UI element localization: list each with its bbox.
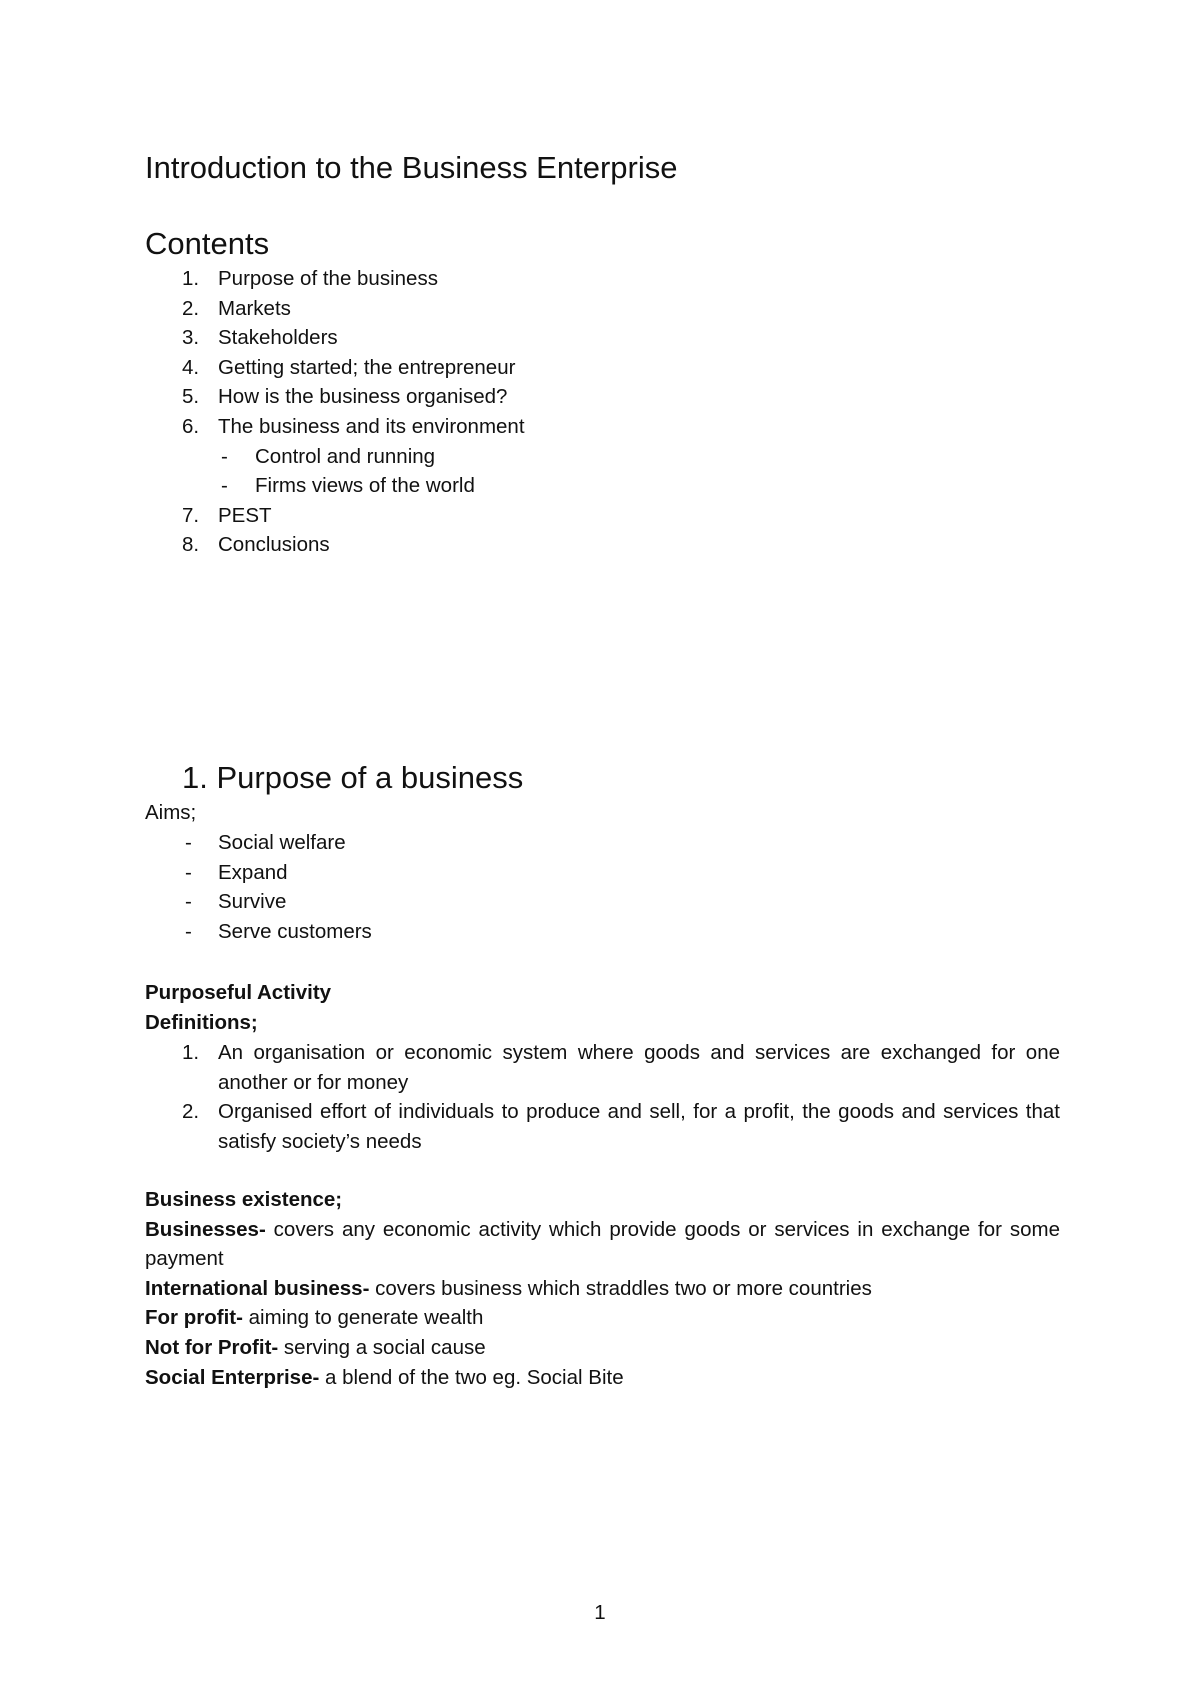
term-name: For profit- <box>145 1306 243 1330</box>
toc-text: Stakeholders <box>218 326 338 350</box>
toc-item <box>145 501 1065 531</box>
toc-text: Purpose of the business <box>218 267 438 290</box>
list-dash: - <box>185 890 192 914</box>
contents-heading: Contents <box>145 226 270 261</box>
toc-text: Control and running <box>255 444 436 468</box>
toc-text: The business and its environment <box>218 414 525 438</box>
toc-number: 4. <box>182 355 200 379</box>
toc-number: 8. <box>182 533 200 557</box>
toc-number: 6. <box>182 414 200 438</box>
definition-number: 2. <box>182 1100 200 1124</box>
toc-item <box>145 530 1065 560</box>
toc-dash: - <box>221 444 228 468</box>
definition-item <box>145 1038 1060 1097</box>
list-dash: - <box>185 919 192 943</box>
definition-number: 1. <box>182 1041 200 1064</box>
term-name: Social Enterprise- <box>145 1365 320 1389</box>
toc-number: 2. <box>182 296 200 320</box>
list-text: Social welfare <box>218 831 346 854</box>
term-name: Not for Profit- <box>145 1335 279 1359</box>
term-paragraph <box>145 1274 1060 1304</box>
toc-number: 3. <box>182 326 200 350</box>
toc-item <box>145 323 1065 353</box>
toc-text: Getting started; the entrepreneur <box>218 355 516 379</box>
term-paragraph <box>145 1333 1060 1363</box>
term-description: covers any economic activity which provide goods or services in exchange for some payment <box>145 1217 1060 1271</box>
definition-text: An organisation or economic system where goods and services are exchanged for one another or for money <box>218 1041 1060 1094</box>
term-name: Businesses- <box>145 1217 266 1241</box>
toc-text: Firms views of the world <box>255 474 475 498</box>
list-item <box>145 917 1045 947</box>
list-text: Serve customers <box>218 919 372 943</box>
table-of-contents <box>145 264 1065 560</box>
term-description: serving a social cause <box>278 1335 486 1359</box>
toc-text: Markets <box>218 296 291 320</box>
toc-number: 5. <box>182 385 200 409</box>
list-item <box>145 887 1045 917</box>
aims-list <box>145 828 1045 946</box>
toc-dash: - <box>221 474 228 498</box>
section-heading: 1. Purpose of a business <box>182 760 524 795</box>
document-title: Introduction to the Business Enterprise <box>145 150 678 185</box>
definition-text: Organised effort of individuals to produce and sell, for a profit, the goods and services that satisfy society’s needs <box>218 1100 1060 1153</box>
term-description: aiming to generate wealth <box>242 1306 484 1330</box>
term-paragraph <box>145 1215 1060 1274</box>
toc-number: 7. <box>182 503 200 527</box>
toc-subitem <box>145 442 1065 472</box>
toc-text: Conclusions <box>218 533 330 557</box>
term-paragraph <box>145 1363 1060 1393</box>
term-description: covers business which straddles two or more countries <box>369 1276 872 1300</box>
business-existence-block <box>145 1185 1060 1392</box>
list-item <box>145 858 1045 888</box>
toc-text: PEST <box>218 503 272 527</box>
list-dash: - <box>185 831 192 854</box>
toc-item <box>145 353 1065 383</box>
list-item <box>145 828 1045 858</box>
list-text: Expand <box>218 860 288 884</box>
definitions-list <box>145 1038 1060 1156</box>
definitions-label: Definitions; <box>145 1011 258 1034</box>
term-name: International business- <box>145 1276 370 1300</box>
list-dash: - <box>185 860 192 884</box>
toc-number: 1. <box>182 267 200 290</box>
term-paragraph <box>145 1303 1060 1333</box>
toc-item <box>145 294 1065 324</box>
term-description: a blend of the two eg. Social Bite <box>319 1365 624 1389</box>
list-text: Survive <box>218 890 287 914</box>
definition-item <box>145 1097 1060 1156</box>
toc-item <box>145 412 1065 442</box>
aims-label: Aims; <box>145 801 197 824</box>
toc-item <box>145 264 1065 294</box>
toc-subitem <box>145 471 1065 501</box>
page-number: 1 <box>594 1601 606 1624</box>
purposeful-activity-label: Purposeful Activity <box>145 981 332 1004</box>
toc-item <box>145 382 1065 412</box>
toc-text: How is the business organised? <box>218 385 508 409</box>
business-existence-label: Business existence; <box>145 1188 343 1211</box>
